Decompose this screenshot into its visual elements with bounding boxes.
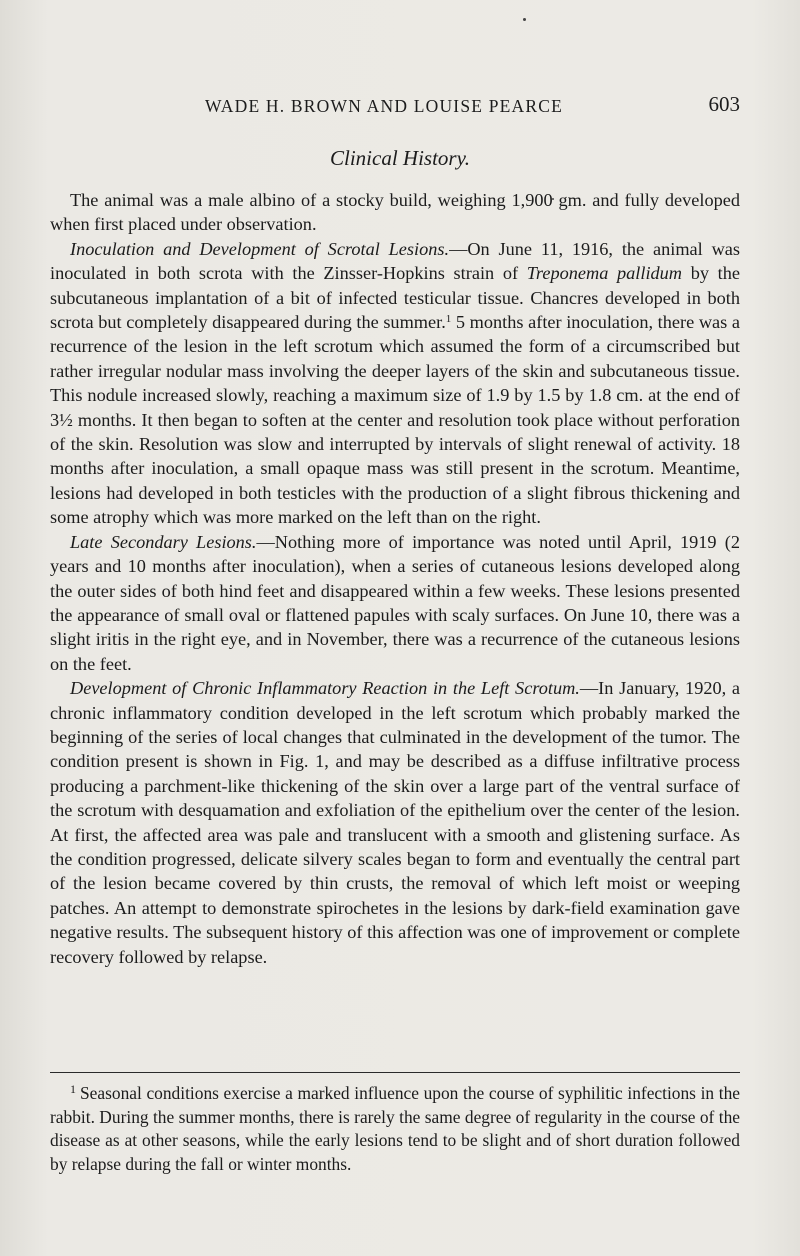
section-title: Clinical History.	[329, 146, 470, 170]
body-text	[50, 188, 740, 969]
paragraph-text: 5 months after inoculation, there was a recurrence of the lesion in the left scrotum which assumed the form of a circumscribed but rather irregular nodular mass involving the deeper layers of the skin and subcutaneous tissue. This nodule increased slowly, reaching a maximum size of 1.9 by 1.5 by 1.8 cm. at the end of 3½ months. It then began to soften at the center and resolution took place without perforation of the skin. Resolution was slow and interrupted by intervals of slight renewal of activity. 18 months after inoculation, a small opaque mass was still present in the scrotum. Meantime, lesions had developed in both testicles with the production of a slight fibrous thickening and some atrophy which was more marked on the left than on the right.	[50, 312, 740, 528]
paragraph-text: The animal was a male albino of a stocky build, weighing 1,900 gm. and fully developed when first placed under observation.	[50, 190, 740, 235]
paragraph-text: by the subcutaneous implantation of a bit of infected testicular tissue. Chancres developed in both scrota but completely disappeared during the summer.	[50, 263, 740, 333]
paragraph-text: —Nothing more of importance was noted until April, 1919 (2 years and 10 months after inoculation), when a series of cutaneous lesions developed along the outer sides of both hind feet and disappeared within a few weeks. These lesions presented the appearance of small oval or flattened papules with scaly surfaces. On June 10, there was a slight iritis in the right eye, and in November, there was a recurrence of the cutaneous lesions on the feet.	[50, 531, 740, 674]
print-speck	[523, 18, 526, 21]
running-title: WADE H. BROWN AND LOUISE PEARCE	[205, 96, 564, 116]
paragraph-heading: Development of Chronic Inflammatory Reaction in the Left Scrotum.	[70, 678, 580, 699]
footnote-rule	[50, 1072, 740, 1073]
paragraph-heading: Late Secondary Lesions.	[70, 531, 257, 552]
paragraph-text: —On June 11, 1916, the animal was inoculated in both scrota with the Zinsser-Hopkins strain of	[50, 238, 740, 284]
page-number: 603	[708, 92, 740, 116]
footnote-reference[interactable]: 1	[445, 313, 452, 326]
paragraph-text: —In January, 1920, a chronic inflammatory condition developed in the left scrotum which probably marked the beginning of the series of local changes that culminated in the development of the tumor. The condition present is shown in Fig. 1, and may be described as a diffuse infiltrative process producing a parchment-like thickening of the skin over a large part of the ventral surface of the scrotum with desquamation and exfoliation of the epithelium over the center of the lesion. At first, the affected area was pale and translucent with a smooth and glistening surface. As the condition progressed, delicate silvery scales began to form and eventually the central part of the lesion became covered by thin crusts, the removal of which left moist or weeping patches. An attempt to demonstrate spirochetes in the lesions by dark-field examination gave negative results. The subsequent history of this affection was one of improvement or complete recovery followed by relapse.	[50, 678, 741, 967]
paragraph-inflammatory	[50, 676, 740, 969]
running-head	[50, 92, 740, 122]
footnote	[50, 1082, 740, 1176]
footnote-text: Seasonal conditions exercise a marked influence upon the course of syphilitic infections in the rabbit. During the summer months, there is rarely the same degree of regularity in the course of the disease as at other seasons, while the early lesions tend to be slight and of short duration followed by relapse during the fall or winter months.	[50, 1083, 740, 1174]
footnote-mark: 1	[70, 1082, 76, 1096]
paragraph-late-secondary	[50, 530, 740, 676]
species-name: Treponema pallidum	[526, 263, 683, 284]
paragraph-intro	[50, 188, 740, 237]
paragraph-inoculation	[50, 237, 740, 530]
paragraph-heading: Inoculation and Development of Scrotal Lesions.	[70, 238, 450, 259]
